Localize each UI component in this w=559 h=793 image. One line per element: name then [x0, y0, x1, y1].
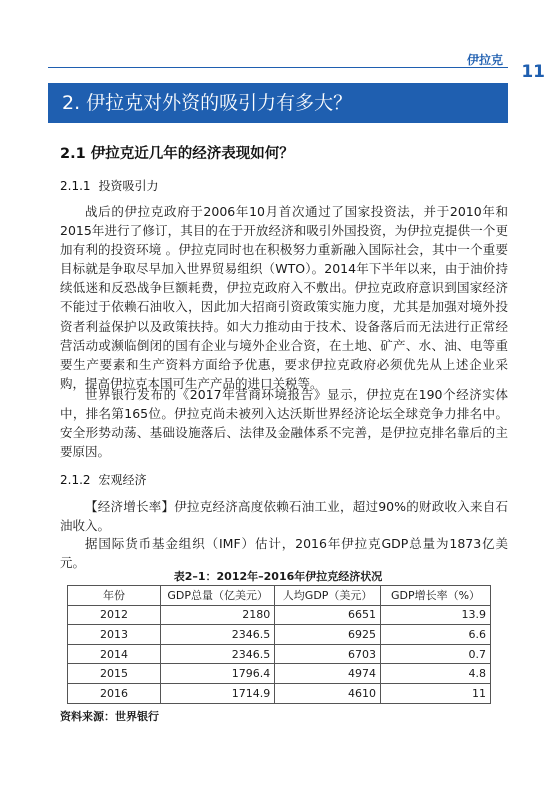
source-note: 资料来源：世界银行	[60, 710, 159, 723]
economy-table	[67, 585, 491, 704]
heading-2-1-1-number: 2.1.1	[60, 179, 91, 193]
cell-gdp: 1796.4	[161, 664, 275, 684]
heading-2-1-2-title: 宏观经济	[98, 473, 147, 487]
cell-year: 2013	[68, 625, 161, 645]
cell-gdp-growth: 0.7	[381, 644, 491, 664]
header-rule	[48, 67, 508, 68]
col-header-gdp-per-capita: 人均GDP（美元）	[275, 586, 381, 606]
cell-gdp-growth: 4.8	[381, 664, 491, 684]
cell-gdp: 1714.9	[161, 683, 275, 703]
heading-2-1-2	[60, 471, 147, 488]
cell-gdp-growth: 6.6	[381, 625, 491, 645]
table-row	[68, 605, 491, 625]
paragraph-doing-business: 世界银行发布的《2017年营商环境报告》显示，伊拉克在190个经济实体中，排名第165位。伊拉克尚未被列入达沃斯世界经济论坛全球竞争力排名中。安全形势动荡、基础设施落后、法律及金融体系不完善，是伊拉克排名靠后的主要原因。	[60, 387, 508, 460]
cell-gdp: 2346.5	[161, 644, 275, 664]
cell-year: 2016	[68, 683, 161, 703]
cell-year: 2012	[68, 605, 161, 625]
subsection-heading: 2.1 伊拉克近几年的经济表现如何？	[60, 146, 294, 162]
cell-gdp-growth: 13.9	[381, 605, 491, 625]
table-row	[68, 625, 491, 645]
cell-gdp-per-capita: 6925	[275, 625, 381, 645]
table-row	[68, 683, 491, 703]
col-header-gdp: GDP总量（亿美元）	[161, 586, 275, 606]
cell-year: 2015	[68, 664, 161, 684]
cell-gdp-per-capita: 4610	[275, 683, 381, 703]
running-header-country: 伊拉克	[466, 53, 503, 67]
page-number: 11	[521, 62, 545, 82]
table-header-row	[68, 586, 491, 606]
cell-year: 2014	[68, 644, 161, 664]
col-header-gdp-growth: GDP增长率（%）	[381, 586, 491, 606]
paragraph-imf-estimate: 据国际货币基金组织（IMF）估计，2016年伊拉克GDP总量为1873亿美元。	[60, 536, 508, 571]
heading-2-1-1	[60, 177, 159, 194]
paragraph-investment-law: 战后的伊拉克政府于2006年10月首次通过了国家投资法，并于2010年和2015年进行了修订，其目的在于开放经济和吸引外国投资，为伊拉克提供一个更加有利的投资环境 。伊拉克同时也在积极努力重新融入国际社会，其中一个重要目标就是争取尽早加入世界贸易组织（WTO）。2014年下半年以来，由于油价持续低迷和反恐战争巨额耗费，伊拉克政府入不敷出。伊拉克政府意识到国家经济不能过于依赖石油收入，因此加大招商引资政策实施力度，尤其是加强对境外投资者利益保护以及政策扶持。如大力推动由于技术、设备落后而无法进行正常经营活动或濒临倒闭的国有企业与境外企业合资，在土地、矿产、水、油、电等重要生产要素和生产资料方面给予优惠，要求伊拉克政府必须优先从上述企业采购，提高伊拉克本国可生产产品的进口关税等。	[60, 204, 508, 391]
cell-gdp: 2180	[161, 605, 275, 625]
cell-gdp-per-capita: 4974	[275, 664, 381, 684]
cell-gdp-growth: 11	[381, 683, 491, 703]
heading-2-1-2-number: 2.1.2	[60, 473, 91, 487]
paragraph-growth-rate: 【经济增长率】伊拉克经济高度依赖石油工业，超过90%的财政收入来自石油收入。	[60, 499, 508, 534]
cell-gdp: 2346.5	[161, 625, 275, 645]
cell-gdp-per-capita: 6651	[275, 605, 381, 625]
section-title-banner: 2. 伊拉克对外资的吸引力有多大？	[48, 83, 508, 123]
table-title: 表2–1：2012年–2016年伊拉克经济状况	[173, 570, 383, 583]
col-header-year: 年份	[68, 586, 161, 606]
table-row	[68, 644, 491, 664]
table-row	[68, 664, 491, 684]
cell-gdp-per-capita: 6703	[275, 644, 381, 664]
heading-2-1-1-title: 投资吸引力	[98, 179, 159, 193]
